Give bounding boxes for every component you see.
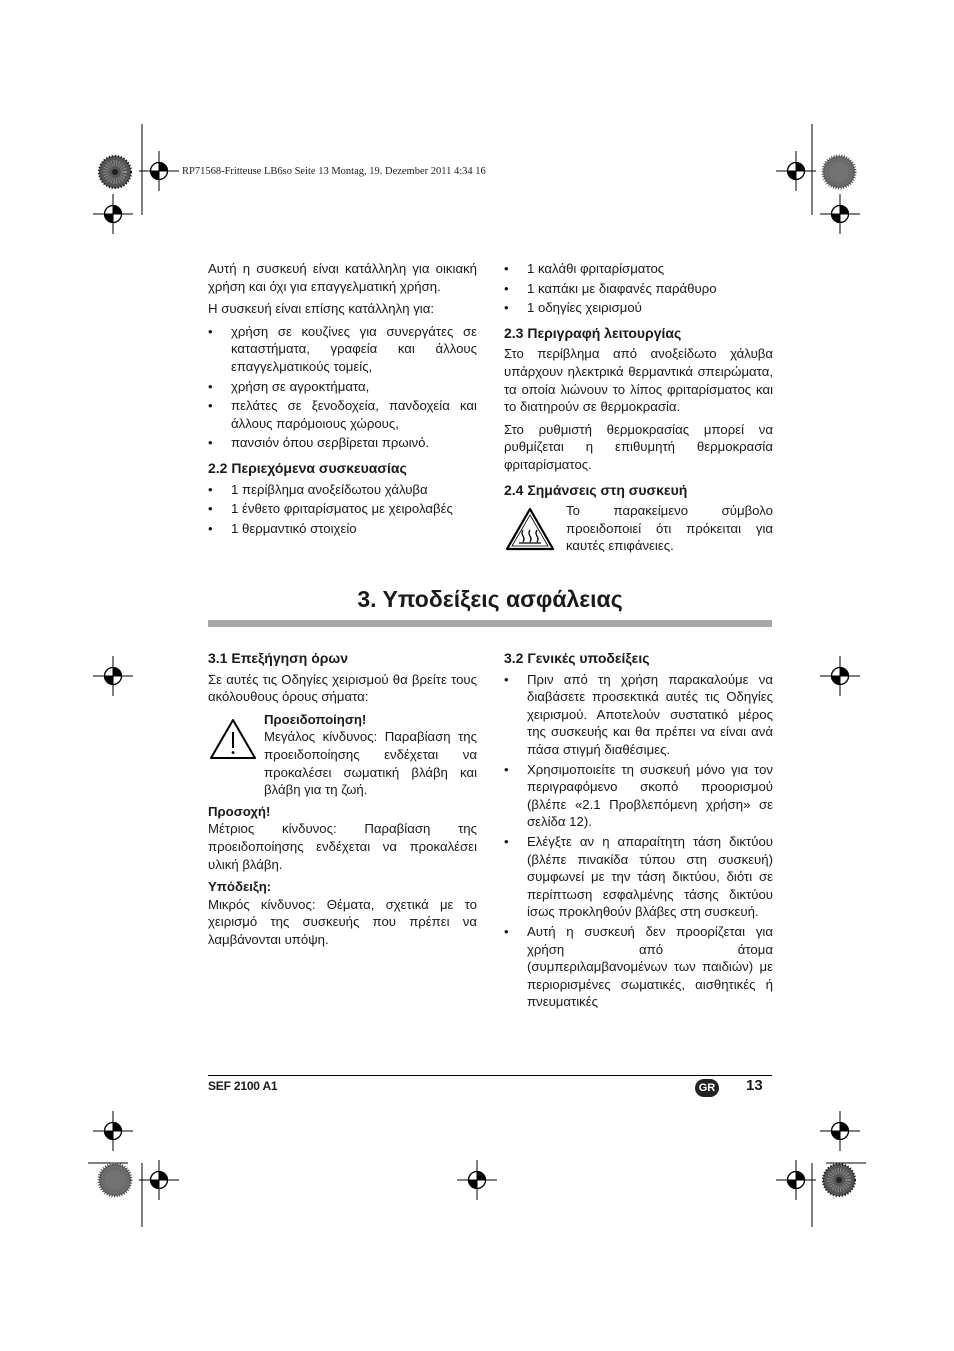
list-item [504,280,773,298]
bullet-icon: • [504,261,509,276]
terms-intro: Σε αυτές τις Οδηγίες χειρισμού θα βρείτε τους ακόλουθους όρους σήματα: [208,671,477,705]
list-item [504,299,773,317]
warning-text: Μεγάλος κίνδυνος: Παραβίαση της προειδοποίησης ενδέχεται να προκαλέσει σωματική βλάβη και βλάβη για τη ζωή. [264,729,477,798]
language-badge: GR [695,1079,719,1097]
list-item [208,378,477,396]
bullet-icon: • [504,761,509,777]
warning-triangle-icon [208,711,264,766]
list-item-text: χρήση σε κουζίνες για συνεργάτες σε καταστήματα, γραφεία και άλλους επαγγελματικούς τομείς, [231,323,477,374]
list-item [208,323,477,376]
bullet-icon: • [504,923,509,939]
bullet-icon: • [208,378,213,394]
markings-heading: 2.4 Σημάνσεις στη συσκευή [504,481,688,498]
hot-surface-icon [504,502,566,557]
bullet-icon: • [208,435,213,451]
bullet-icon: • [504,280,509,296]
list-item-text: Αυτή η συσκευή δεν προορίζεται για χρήση από άτομα (συμπεριλαμβανομένων των παιδιών) με περιορισμένες σωματικές, αισθητικές ή πνευματικές [527,923,773,1010]
intro-paragraph-2: Η συσκευή είναι επίσης κατάλληλη για: [208,301,435,317]
function-paragraph-2: Στο ρυθμιστή θερμοκρασίας μπορεί να ρυθμίζεται η επιθυμητή θερμοκρασία φριταρίσματος. [504,421,773,472]
top-left-column [208,260,477,542]
function-heading: 2.3 Περιγραφή λειτουργίας [504,324,682,341]
terms-heading: 3.1 Επεξήγηση όρων [208,650,349,666]
model-number: SEF 2100 A1 [208,1079,278,1093]
bullet-icon: • [208,481,213,497]
function-paragraph-1: Στο περίβλημα από ανοξείδωτο χάλυβα υπάρχουν ηλεκτρικά θερμαντικά σπειρώματα, τα οποία λιώνουν το λίπος φριταρίσματος και το διατηρούν σε θερμοκρασία. [504,346,773,415]
bullet-icon: • [504,833,509,849]
suitable-uses-list [208,323,477,452]
warning-block [208,711,477,799]
warning-text-block [264,711,477,799]
bullet-icon: • [504,300,509,316]
list-item-text: πελάτες σε ξενοδοχεία, πανδοχεία και άλλους παρόμοιους χώρους, [231,398,477,431]
contents-heading: 2.2 Περιεχόμενα συσκευασίας [208,459,407,476]
note-text: Μικρός κίνδυνος: Θέματα, σχετικά με το χειρισμό της συσκευής που πρέπει να λαμβάνονται υπόψη. [208,896,477,947]
general-notes-list [504,671,773,1011]
note-label: Υπόδειξη: [208,879,272,895]
hot-surface-text: Το παρακείμενο σύμβολο προειδοποιεί ότι πρόκειται για καυτές επιφάνειες. [566,503,773,554]
hot-surface-note [504,502,773,557]
list-item-text: 1 οδηγίες χειρισμού [527,300,642,316]
list-item [504,833,773,921]
list-item [208,397,477,432]
caution-text: Μέτριος κίνδυνος: Παραβίαση της προειδοποίησης ενδέχεται να προκαλέσει υλική βλάβη. [208,821,477,872]
bullet-icon: • [208,323,213,339]
list-item-text: 1 καπάκι με διαφανές παράθυρο [527,280,717,296]
bullet-icon: • [208,520,213,536]
list-item [208,520,477,538]
bullet-icon: • [208,501,213,517]
list-item [504,671,773,759]
general-heading: 3.2 Γενικές υποδείξεις [504,650,650,666]
list-item-text: Χρησιμοποιείτε τη συσκευή μόνο για τον περιγραφόμενο σκοπό προορισμού (βλέπε «2.1 Προβλεπόμενη χρήση» σε σελίδα 12). [527,761,773,830]
package-contents-list [208,481,477,538]
package-contents-list-continued [504,260,773,317]
list-item [208,481,477,499]
intro-paragraph-1: Αυτή η συσκευή είναι κατάλληλη για οικιακή χρήση και όχι για επαγγελματική χρήση. [208,261,477,294]
caution-label: Προσοχή! [208,803,271,819]
list-item [504,260,773,278]
page-number: 13 [746,1077,763,1094]
bullet-icon: • [504,671,509,687]
section-divider [208,620,772,627]
bullet-icon: • [208,398,213,414]
list-item-text: 1 ένθετο φριταρίσματος με χειρολαβές [231,501,453,517]
bottom-left-column [208,642,477,954]
list-item-text: 1 καλάθι φριταρίσματος [527,261,665,276]
list-item-text: πανσιόν όπου σερβίρεται πρωινό. [231,435,430,451]
print-slug-line: RP71568-Fritteuse LB6so Seite 13 Montag, 19. Dezember 2011 4:34 16 [182,166,486,177]
list-item [208,500,477,518]
list-item [504,761,773,831]
list-item [208,434,477,452]
list-item-text: Πριν από τη χρήση παρακαλούμε να διαβάσετε προσεκτικά αυτές τις Οδηγίες χειρισμού. Αποτελούν συστατικό μέρος της συσκευής και θα πρέπει να είναι ανά πάσα στιγμή διαθέσιμες. [527,671,773,757]
list-item-text: Ελέγξτε αν η απαραίτητη τάση δικτύου (βλέπε πινακίδα τύπου στη συσκευή) συμφωνεί με την τάση δικτύου, διότι σε περίπτωση εσφαλμένης τάσης δικτύου ίσως προκληθούν βλάβες στη συσκευή. [527,833,773,920]
footer-rule [208,1075,772,1076]
list-item-text: 1 θερμαντικό στοιχείο [231,520,357,536]
section-title: 3. Υποδείξεις ασφάλειας [357,586,623,612]
list-item-text: χρήση σε αγροκτήματα, [231,378,370,394]
top-right-column [504,260,773,557]
list-item [504,923,773,1011]
warning-label: Προειδοποίηση! [264,711,367,727]
list-item-text: 1 περίβλημα ανοξείδωτου χάλυβα [231,481,428,497]
bottom-right-column [504,642,773,1016]
